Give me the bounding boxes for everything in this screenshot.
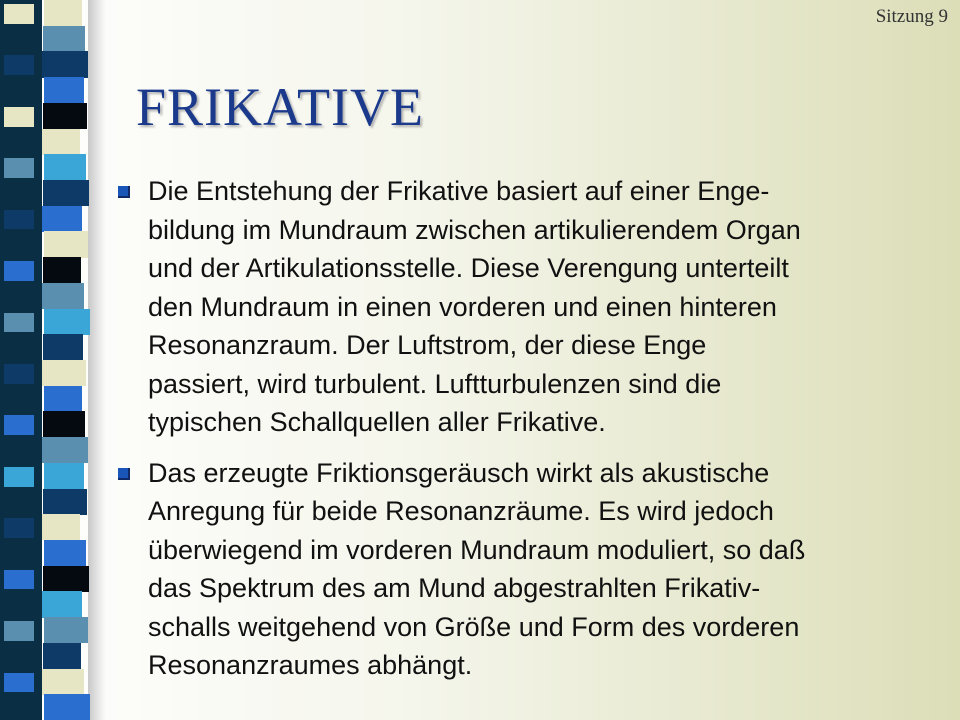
stripe-segment (43, 26, 85, 52)
stripe-segment (4, 4, 34, 24)
stripe-segment (44, 463, 84, 489)
stripe-segment (44, 0, 82, 26)
stripe-segment (4, 210, 34, 230)
stripe-segment (44, 694, 90, 720)
stripe-segment (43, 103, 87, 129)
stripe-segment (43, 566, 89, 592)
stripe-segment (42, 51, 88, 77)
decorative-stripe-band (0, 0, 110, 720)
stripe-segment (44, 231, 88, 257)
slide-title: FRIKATIVE (136, 77, 424, 137)
bullet-item (110, 454, 930, 685)
bullet-list (110, 172, 930, 697)
stripe-segment (4, 55, 34, 75)
stripe-segment (4, 415, 34, 435)
stripe-segment (43, 257, 81, 283)
stripe-segment (4, 621, 34, 641)
bullet-item (110, 172, 930, 442)
stripe-segment (42, 129, 80, 155)
stripe-segment (44, 77, 84, 103)
stripe-segment (42, 206, 82, 232)
bullet-text: Das erzeugte Friktionsgeräusch wirkt als akustische Anregung für beide Resonanzräume. Es wird jedoch überwiegend im vorderen Mundraum moduliert, so daß das Spektrum des am Mund abgestrahlten Frikativ- schalls weitgehend von Größe und Form des vorderen Resonanzraumes abhängt. (148, 457, 806, 680)
stripe-segment (42, 283, 84, 309)
stripe-segment (4, 570, 34, 590)
stripe-segment (4, 673, 34, 693)
stripe-segment (44, 309, 90, 335)
stripe-segment (44, 617, 88, 643)
stripe-segment (4, 518, 34, 538)
square-bullet-icon (118, 186, 130, 198)
stripe-shadow (88, 0, 106, 720)
stripe-segment (43, 334, 83, 360)
stripe-segment (4, 467, 34, 487)
stripe-segment (42, 591, 82, 617)
stripe-segment (43, 489, 87, 515)
stripe-segment (4, 261, 34, 281)
stripe-segment (42, 669, 84, 695)
stripe-segment (4, 158, 34, 178)
square-bullet-icon (118, 468, 130, 480)
stripe-segment (43, 180, 89, 206)
session-label: Sitzung 9 (875, 6, 948, 27)
stripe-segment (44, 386, 82, 412)
stripe-segment (42, 360, 86, 386)
stripe-segment (43, 643, 81, 669)
stripe-segment (42, 514, 80, 540)
stripe-segment (4, 107, 34, 127)
bullet-text: Die Entstehung der Frikative basiert auf einer Enge- bildung im Mundraum zwischen artikulierendem Organ und der Artikulationsstelle. Diese Verengung unterteilt den Mundraum in einen vorderen und einen hinteren Resonanzraum. Der Luftstrom, der diese Enge passiert, wird turbulent. Luftturbulenzen sind die typischen Schallquellen aller Frikative. (148, 176, 801, 437)
stripe-segment (44, 540, 86, 566)
stripe-segment (43, 411, 85, 437)
stripe-segment (42, 437, 88, 463)
stripe-segment (44, 154, 86, 180)
stripe-segment (4, 313, 34, 333)
stripe-segment (4, 364, 34, 384)
